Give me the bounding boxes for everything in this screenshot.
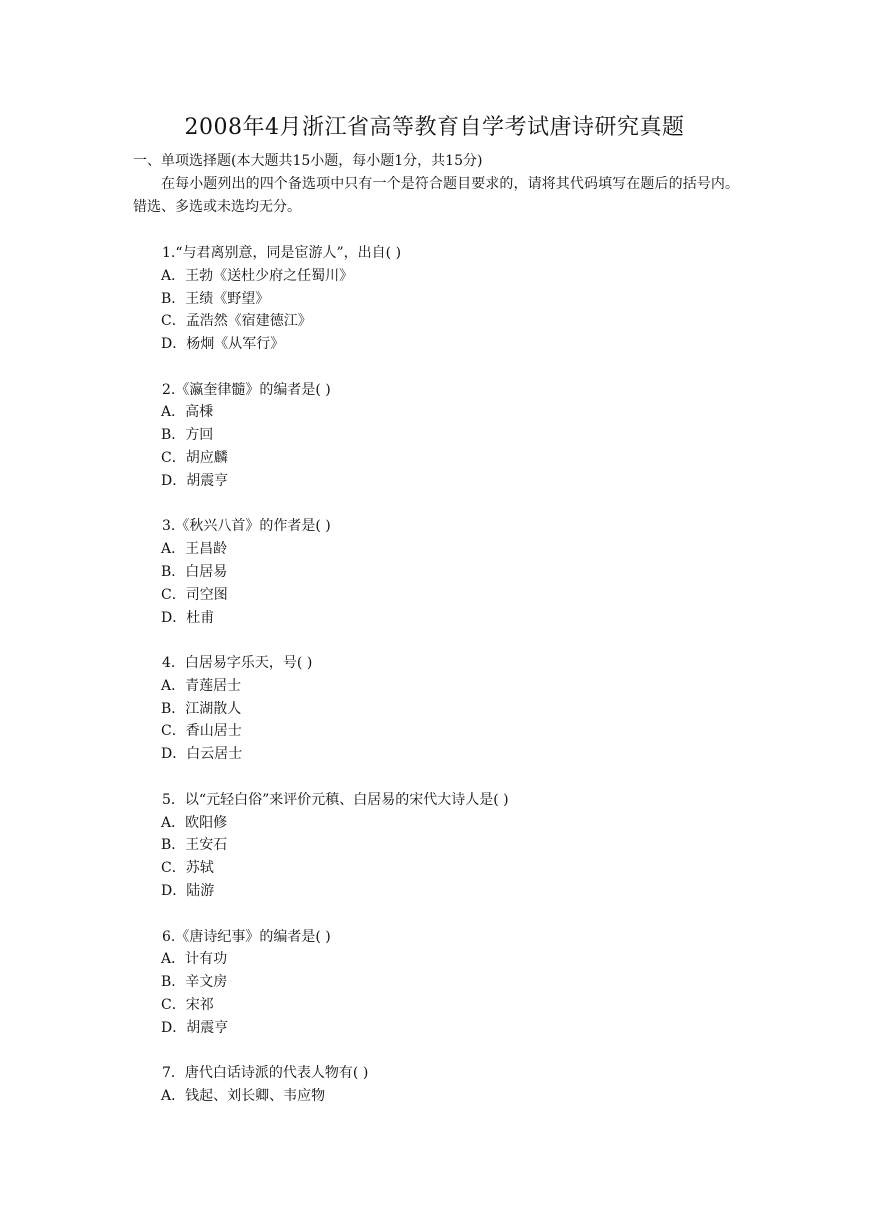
answer-option: D．白云居士 [161,746,243,763]
answer-option: D．胡震亨 [161,1019,229,1036]
question-item [162,515,782,629]
question-stem: 1.“与君离别意，同是宦游人”，出自( ) [162,245,402,261]
answer-option: D．陆游 [161,882,215,899]
answer-option: A．青莲居士 [161,677,242,694]
answer-option: B．王安石 [161,837,228,854]
answer-option: A．欧阳修 [161,814,228,831]
question-stem: 4．白居易字乐天，号( ) [162,655,313,672]
question-item [162,652,782,766]
answer-option: A．王昌龄 [161,541,228,558]
question-stem: 7．唐代白话诗派的代表人物有( ) [162,1065,369,1082]
answer-option: C．孟浩然《宿建德江》 [161,313,312,330]
answer-option: A．钱起、刘长卿、韦应物 [161,1087,326,1104]
answer-option: C．宋祁 [161,996,214,1013]
question-stem: 6.《唐诗纪事》的编者是( ) [162,928,331,945]
answer-option: B．方回 [161,427,214,444]
question-stem: 2.《瀛奎律髓》的编者是( ) [162,381,331,398]
answer-option: C．苏轼 [161,860,214,877]
answer-option: A．王勃《送杜少府之任蜀川》 [161,267,354,284]
answer-option: C．司空图 [161,586,228,603]
question-item [162,379,782,493]
question-stem: 5．以“元轻白俗”来评价元稹、白居易的宋代大诗人是( ) [162,791,509,808]
document-title: 2008年4月浙江省高等教育自学考试唐诗研究真题 [184,115,685,140]
answer-option: B．王绩《野望》 [161,290,270,307]
question-stem: 3.《秋兴八首》的作者是( ) [162,518,331,535]
answer-option: C．香山居士 [161,723,242,740]
section-heading: 一、单项选择题(本大题共15小题，每小题1分，共15分) [133,153,483,169]
answer-option: B．江湖散人 [161,700,242,717]
answer-option: B．辛文房 [161,974,228,991]
answer-option: A．计有功 [161,951,228,968]
answer-option: B．白居易 [161,563,228,580]
answer-option: C．胡应麟 [161,450,228,467]
question-item [162,242,782,356]
answer-option: A．高棅 [161,404,214,421]
instructions-paragraph: 在每小题列出的四个备选项中只有一个是符合题目要求的，请将其代码填写在题后的括号内。错选、多选或未选均无分。 [133,176,739,215]
answer-option: D．杜甫 [161,609,215,626]
question-item [162,1062,782,1108]
question-item [162,789,782,903]
question-item [162,926,782,1040]
answer-option: D．杨炯《从军行》 [161,336,285,353]
answer-option: D．胡震亨 [161,472,229,489]
